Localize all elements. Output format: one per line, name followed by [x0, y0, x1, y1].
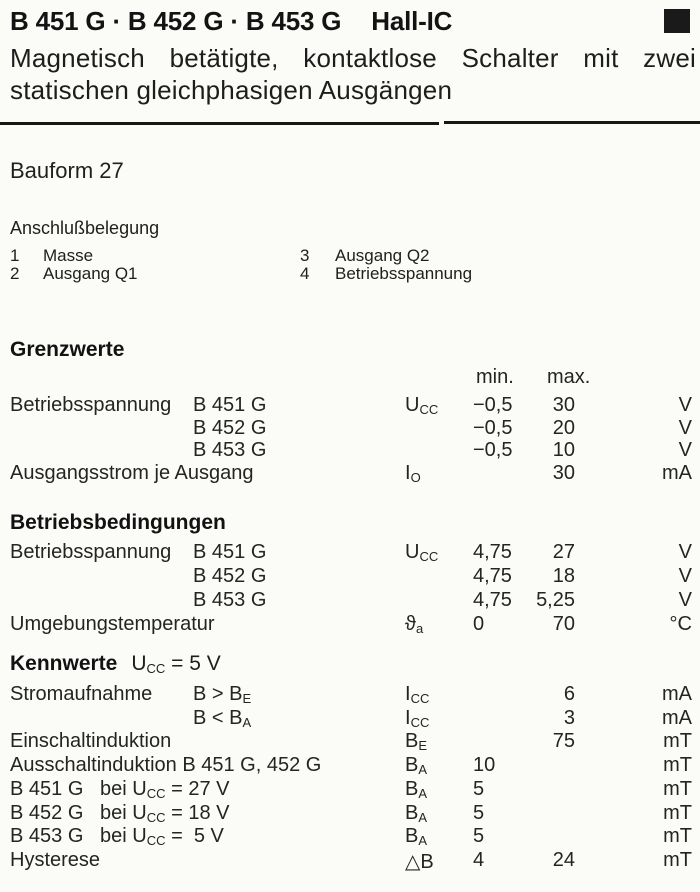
symbol-cell: UCC — [405, 394, 439, 417]
divider-rule — [0, 119, 700, 126]
param-cell: Betriebsspannung — [10, 394, 172, 416]
pin-number: 1 — [10, 246, 20, 265]
spec-row — [0, 613, 700, 635]
min-value-cell: −0,5 — [473, 439, 513, 462]
max-value-cell: 6 — [563, 683, 575, 705]
symbol-cell: BA — [405, 825, 428, 849]
unit-cell: °C — [669, 613, 692, 635]
subscript: CC — [410, 691, 430, 706]
column-header-row — [0, 366, 700, 388]
spec-row — [0, 417, 700, 439]
subscript: CC — [419, 549, 439, 564]
section-heading: Betriebsbedingungen — [10, 511, 226, 534]
max-value-cell: 30 — [552, 462, 575, 485]
max-value-cell: 75 — [552, 730, 575, 753]
unit-cell: V — [678, 439, 692, 462]
min-value-cell: 5 — [473, 801, 485, 824]
max-value-cell: 20 — [552, 416, 575, 439]
unit-cell: mA — [662, 706, 692, 729]
unit-cell: V — [678, 565, 692, 587]
pin-item — [10, 264, 138, 282]
section-heading: Grenzwerte — [10, 338, 125, 361]
subscript: CC — [146, 661, 166, 676]
param-cell: Betriebsspannung — [10, 541, 172, 563]
min-value-cell: 4 — [473, 848, 485, 871]
subscript: a — [415, 621, 424, 636]
spec-row — [0, 730, 700, 752]
pin-label: Ausgang Q2 — [335, 246, 430, 265]
min-value-cell: −0,5 — [473, 394, 513, 416]
symbol-cell: BA — [405, 777, 428, 801]
symbol-cell: ICC — [405, 683, 430, 706]
pin-number: 2 — [10, 264, 20, 283]
device-cell: B 451 G — [193, 394, 267, 416]
section-heading-condition: UCC = 5 V — [131, 652, 221, 676]
spec-row — [0, 394, 700, 416]
min-value-cell: 5 — [473, 777, 485, 800]
subtitle-line-2: statischen gleichphasigen Ausgängen — [10, 75, 453, 105]
pin-item — [300, 246, 430, 264]
symbol-cell: UCC — [405, 541, 439, 564]
max-value-cell: 27 — [552, 541, 575, 563]
max-value-cell: 30 — [552, 394, 575, 416]
param-cell: B 453 G bei UCC = 5 V — [10, 825, 224, 849]
symbol-cell: IO — [405, 462, 421, 486]
spec-row — [0, 565, 700, 587]
spec-row — [0, 754, 700, 776]
pin-item — [10, 246, 93, 264]
title-device-type: Hall-IC — [371, 6, 453, 36]
max-value-cell: 18 — [552, 565, 575, 587]
min-value-cell: 5 — [473, 825, 485, 848]
symbol-cell: ϑa — [405, 613, 424, 636]
subscript: A — [418, 762, 428, 778]
min-value-cell: 4,75 — [473, 589, 512, 611]
subtitle-line-1: Magnetisch betätigte, kontaktlose Schalter mit zwei — [10, 43, 696, 73]
unit-cell: mA — [662, 462, 692, 485]
spec-row — [0, 439, 700, 461]
subscript: A — [418, 833, 428, 849]
subscript: CC — [146, 785, 166, 801]
device-cell: B 452 G — [193, 416, 267, 439]
symbol-cell: ICC — [405, 706, 430, 730]
device-cell: B < BA — [193, 706, 252, 730]
unit-cell: mT — [663, 730, 692, 753]
unit-cell: V — [678, 541, 692, 563]
spec-row — [0, 849, 700, 871]
param-cell: Ausschaltinduktion B 451 G, 452 G — [10, 754, 322, 777]
min-value-cell: −0,5 — [473, 416, 513, 439]
unit-cell: mT — [663, 777, 692, 800]
subscript: CC — [146, 809, 166, 825]
column-header-max: max. — [547, 366, 591, 388]
unit-cell: mT — [663, 801, 692, 824]
pin-label: Masse — [43, 246, 94, 265]
device-cell: B 453 G — [193, 439, 267, 462]
pin-label: Betriebsspannung — [335, 264, 473, 283]
column-header-min: min. — [476, 366, 514, 388]
max-value-cell: 5,25 — [536, 589, 575, 611]
param-cell: Umgebungstemperatur — [10, 613, 215, 635]
unit-cell: mT — [663, 825, 692, 848]
unit-cell: V — [678, 589, 692, 611]
symbol-cell: BA — [405, 801, 428, 825]
subscript: A — [418, 785, 428, 801]
unit-cell: mT — [663, 848, 692, 871]
max-value-cell: 70 — [552, 613, 575, 635]
spec-row — [0, 683, 700, 705]
spec-row — [0, 707, 700, 729]
device-cell: B 453 G — [193, 589, 267, 611]
subscript: O — [410, 470, 421, 486]
subscript: E — [242, 691, 252, 706]
min-value-cell: 4,75 — [473, 565, 512, 587]
spec-row — [0, 802, 700, 824]
min-value-cell: 10 — [473, 754, 496, 777]
device-cell: B 452 G — [193, 565, 267, 587]
max-value-cell: 3 — [563, 706, 575, 729]
min-value-cell: 4,75 — [473, 541, 512, 563]
subscript: CC — [410, 714, 430, 730]
spec-row — [0, 462, 700, 484]
corner-square-icon — [664, 9, 690, 33]
param-cell: B 451 G bei UCC = 27 V — [10, 777, 230, 801]
bauform-label: Bauform 27 — [10, 158, 124, 183]
spec-row — [0, 589, 700, 611]
title-models: B 451 G · B 452 G · B 453 G — [10, 6, 342, 36]
symbol-cell: BE — [405, 730, 428, 754]
section-heading: Kennwerte UCC = 5 V — [10, 652, 221, 676]
pin-label: Ausgang Q1 — [43, 264, 138, 283]
unit-cell: V — [678, 416, 692, 439]
min-value-cell: 0 — [473, 613, 485, 635]
page-title — [10, 6, 452, 37]
spec-row — [0, 825, 700, 847]
pin-number: 3 — [300, 246, 310, 265]
device-cell: B 451 G — [193, 541, 267, 563]
subscript: E — [418, 738, 428, 754]
spec-row — [0, 778, 700, 800]
subscript: CC — [419, 402, 439, 417]
pin-item — [300, 264, 472, 282]
param-cell: Ausgangsstrom je Ausgang — [10, 462, 254, 485]
subscript: CC — [146, 833, 166, 849]
unit-cell: mA — [662, 683, 692, 705]
subscript: A — [418, 809, 428, 825]
max-value-cell: 24 — [552, 848, 575, 871]
param-cell: Stromaufnahme — [10, 683, 153, 705]
param-cell: Hysterese — [10, 848, 101, 871]
symbol-cell: △B — [405, 850, 434, 873]
pinout-heading: Anschlußbelegung — [10, 218, 160, 238]
spec-row — [0, 541, 700, 563]
param-cell: B 452 G bei UCC = 18 V — [10, 801, 230, 825]
subscript: A — [242, 714, 252, 730]
param-cell: Einschaltinduktion — [10, 730, 172, 753]
unit-cell: V — [678, 394, 692, 416]
unit-cell: mT — [663, 754, 692, 777]
pin-number: 4 — [300, 264, 310, 283]
symbol-cell: BA — [405, 754, 428, 778]
device-cell: B > BE — [193, 683, 252, 706]
max-value-cell: 10 — [552, 439, 575, 462]
page-subtitle — [10, 42, 696, 106]
pinout-list — [0, 246, 700, 286]
